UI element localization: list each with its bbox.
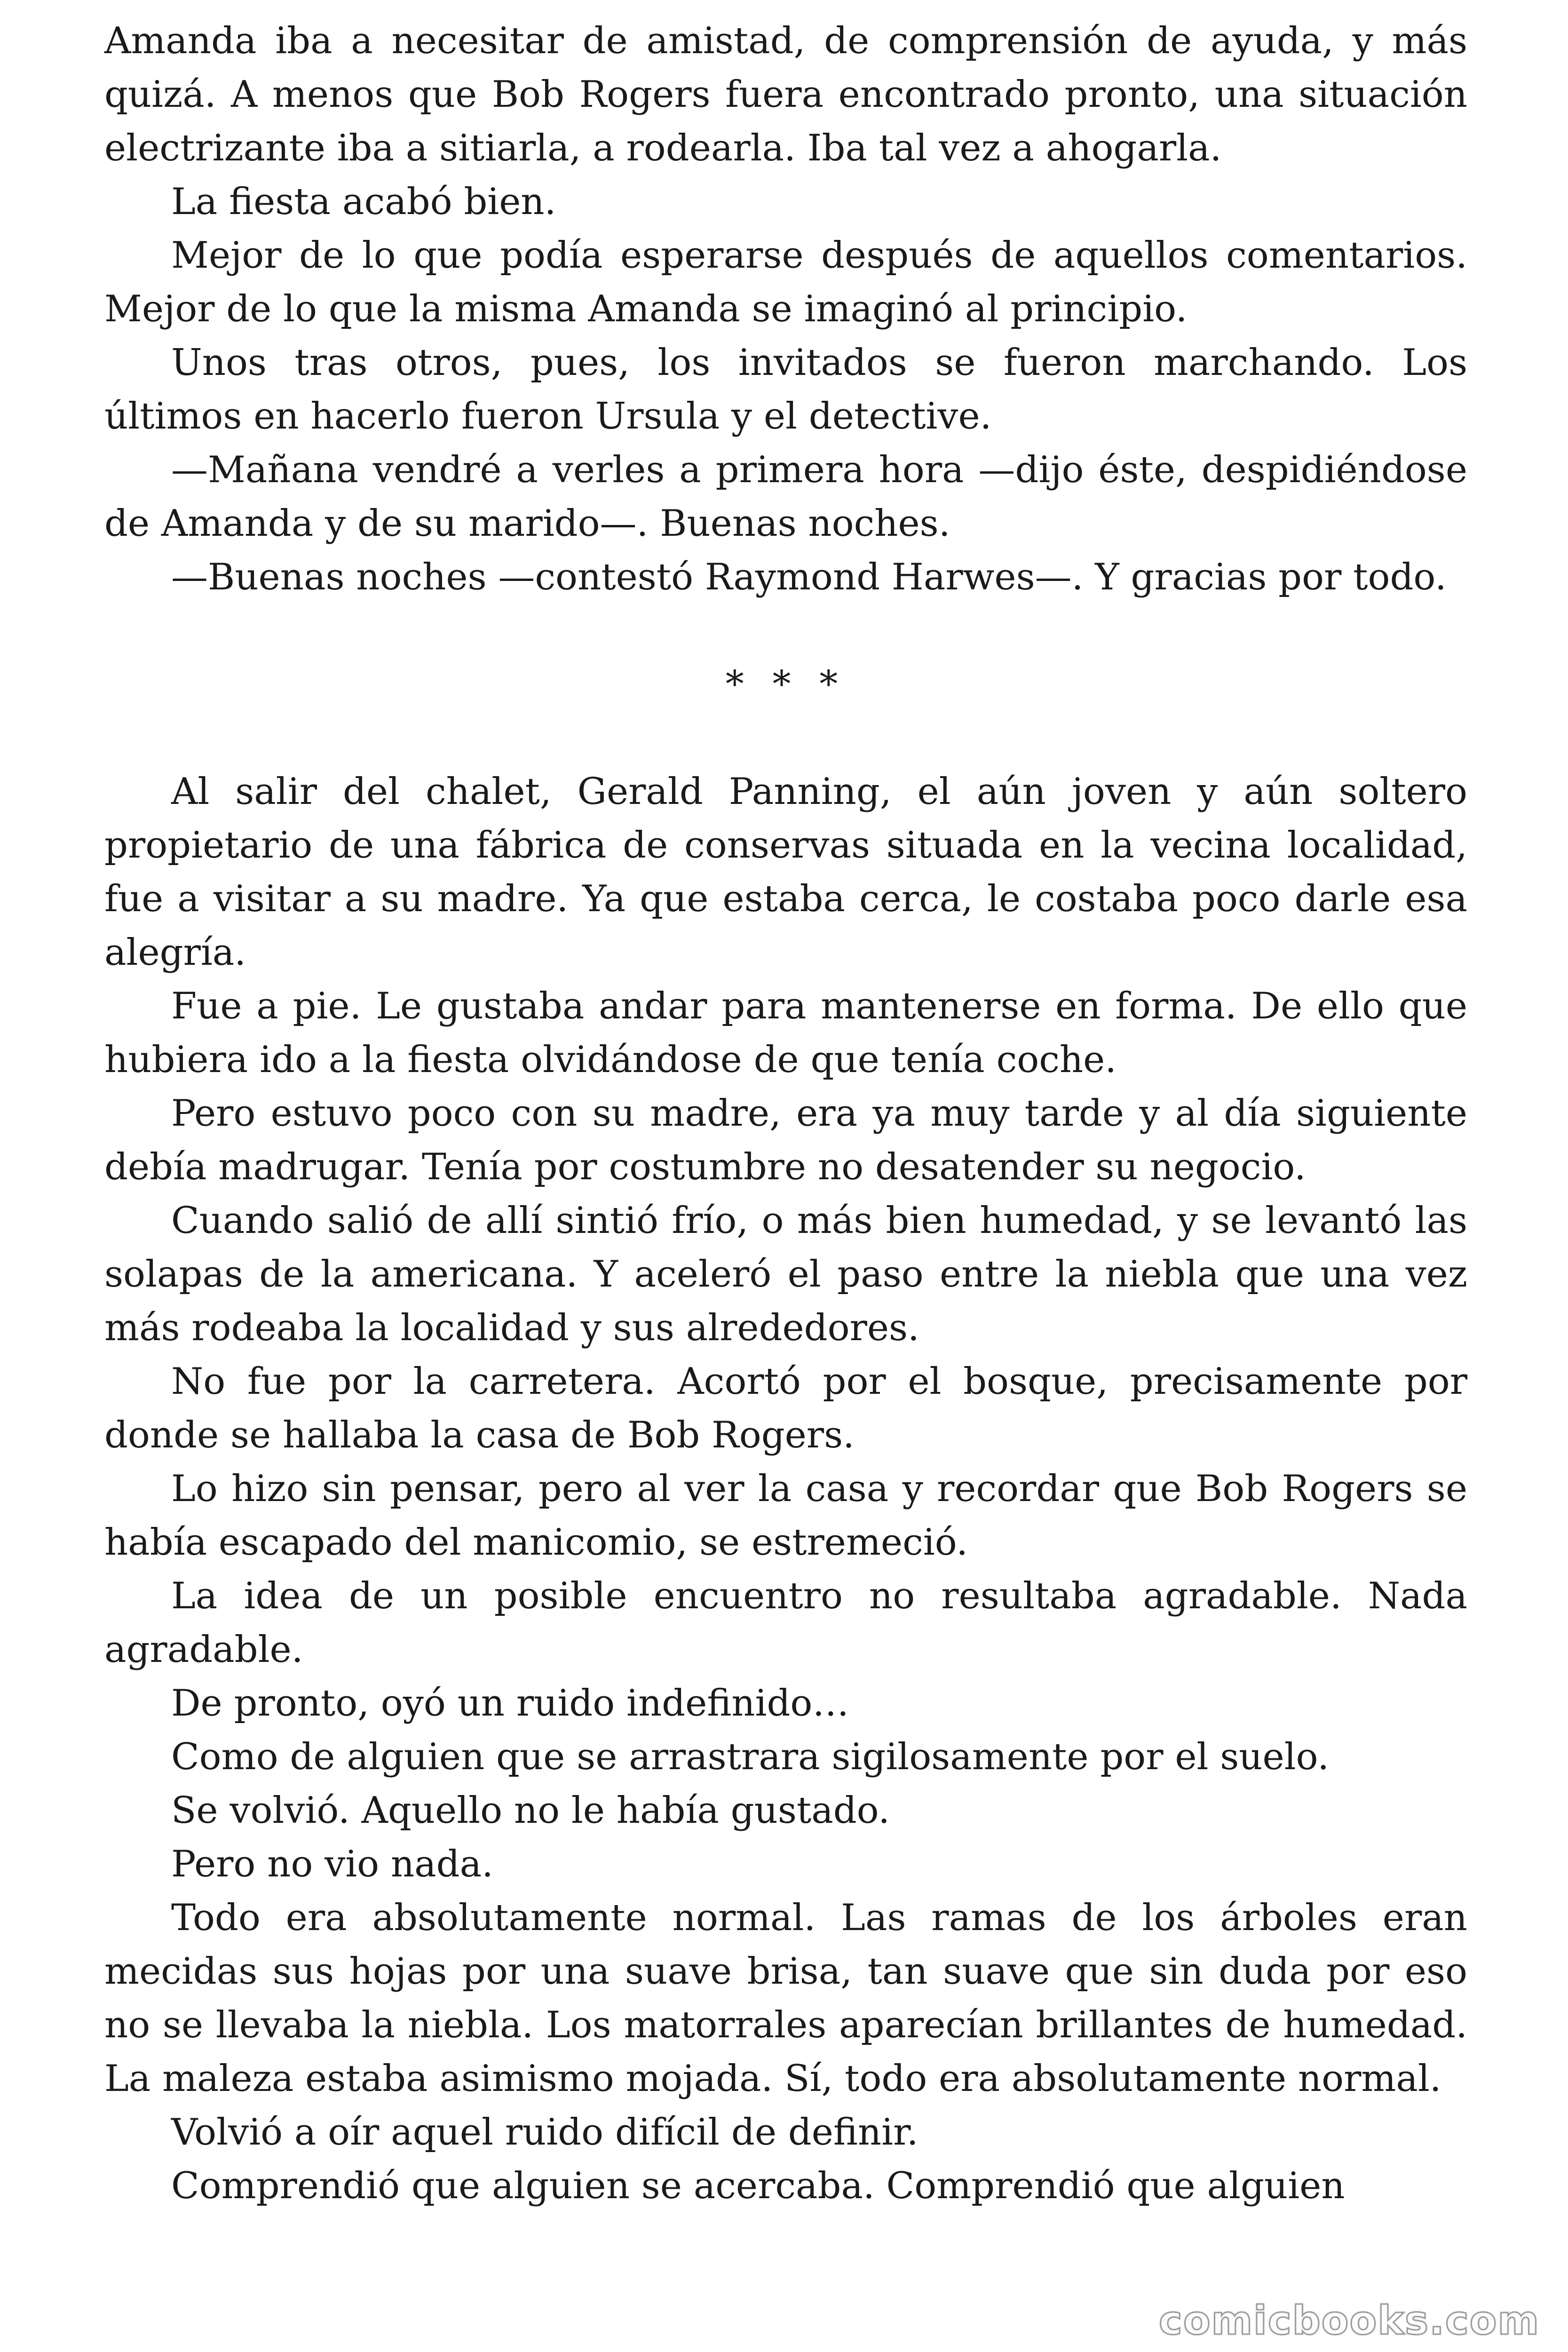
paragraph-poco-con-su-madre: Pero estuvo poco con su madre, era ya muy tarde y al día siguiente debía madrugar. Tenía por costumbre no desatender su negocio.: [104, 1092, 1467, 1188]
paragraph-todo-normal: Todo era absolutamente normal. Las ramas de los árboles eran mecidas sus hojas por una suave brisa, tan suave que sin duda por eso no se llevaba la niebla. Los matorrales aparecían brillantes de humedad. La maleza estaba asimismo mojada. Sí, todo era absolutamente normal.: [104, 1897, 1467, 2100]
paragraph-se-volvio: Se volvió. Aquello no le había gustado.: [171, 1789, 890, 1832]
paragraph-dialogue-buenas-noches: —Buenas noches —contestó Raymond Harwes—. Y gracias por todo.: [171, 556, 1447, 598]
spacer: [104, 711, 1467, 765]
spacer: [104, 604, 1467, 658]
paragraph-mejor-de-lo-que: Mejor de lo que podía esperarse después de aquellos comentarios. Mejor de lo que la misma Amanda se imaginó al principio.: [104, 234, 1467, 330]
paragraph-fue-a-pie: Fue a pie. Le gustaba andar para mantenerse en forma. De ello que hubiera ido a la fiesta olvidándose de que tenía coche.: [104, 985, 1467, 1081]
paragraph-volvio-a-oir: Volvió a oír aquel ruido difícil de definir.: [171, 2111, 919, 2153]
paragraph-no-vio-nada: Pero no vio nada.: [171, 1843, 493, 1885]
section-separator: * * *: [725, 663, 847, 706]
paragraph-alguien-se-acercaba: Comprendió que alguien se acercaba. Comprendió que alguien: [171, 2165, 1345, 2207]
paragraph-amanda-amistad: Amanda iba a necesitar de amistad, de comprensión de ayuda, y más quizá. A menos que Bob Rogers fuera encontrado pronto, una situación electrizante iba a sitiarla, a rodearla. Iba tal vez a ahogarla.: [104, 20, 1467, 169]
paragraph-sintio-frio: Cuando salió de allí sintió frío, o más bien humedad, y se levantó las solapas de la americana. Y aceleró el paso entre la niebla que una vez más rodeaba la localidad y sus alrededores.: [104, 1200, 1467, 1349]
paragraph-posible-encuentro: La idea de un posible encuentro no resultaba agradable. Nada agradable.: [104, 1575, 1467, 1671]
paragraph-fiesta-acabo: La fiesta acabó bien.: [171, 181, 556, 223]
paragraph-dialogue-manana: —Mañana vendré a verles a primera hora —dijo éste, despidiéndose de Amanda y de su marido—. Buenas noches.: [104, 449, 1467, 545]
paragraph-salir-chalet: Al salir del chalet, Gerald Panning, el aún joven y aún soltero propietario de una fábrica de conservas situada en la vecina localidad, fue a visitar a su madre. Ya que estaba cerca, le costaba poco darle esa alegría.: [104, 771, 1467, 974]
watermark-logo: comicbooks.com: [1159, 2297, 1540, 2344]
paragraph-se-estremecio: Lo hizo sin pensar, pero al ver la casa y recordar que Bob Rogers se había escapado del manicomio, se estremeció.: [104, 1468, 1467, 1564]
page-text: [104, 14, 1467, 2213]
paragraph-se-arrastrara: Como de alguien que se arrastrara sigilosamente por el suelo.: [171, 1736, 1329, 1778]
paragraph-por-el-bosque: No fue por la carretera. Acortó por el bosque, precisamente por donde se hallaba la casa de Bob Rogers.: [104, 1360, 1467, 1456]
paragraph-invitados-marchando: Unos tras otros, pues, los invitados se fueron marchando. Los últimos en hacerlo fueron Ursula y el detective.: [104, 342, 1467, 437]
paragraph-ruido-indefinido: De pronto, oyó un ruido indefinido…: [171, 1682, 849, 1724]
